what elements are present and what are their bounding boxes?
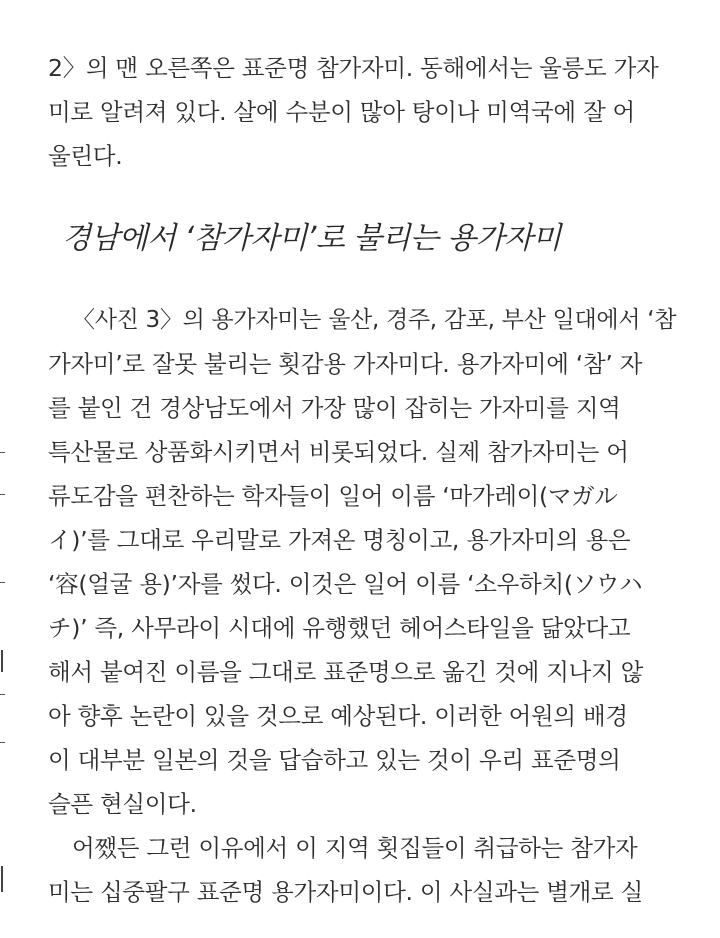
- gutter-mark: [0, 742, 5, 743]
- gutter-mark: [0, 494, 5, 495]
- gutter-bar: [1, 866, 3, 892]
- gutter-mark: [0, 452, 5, 453]
- paragraph-1-line-3: 울린다.: [48, 142, 123, 170]
- paragraph-3-line-2: 미는 십중팔구 표준명 용가자미이다. 이 사실과는 별개로 실: [48, 878, 643, 906]
- paragraph-2-line-12: 슬픈 현실이다.: [48, 790, 197, 818]
- paragraph-2-line-11: 이 대부분 일본의 것을 답습하고 있는 것이 우리 표준명의: [48, 746, 621, 774]
- paragraph-2-line-10: 아 향후 논란이 있을 것으로 예상된다. 이러한 어원의 배경: [48, 702, 628, 730]
- paragraph-3-line-1: 어쨌든 그런 이유에서 이 지역 횟집들이 취급하는 참가자: [72, 834, 638, 862]
- paragraph-2-line-6: イ)’를 그대로 우리말로 가져온 명칭이고, 용가자미의 용은: [48, 526, 631, 554]
- paragraph-1-line-2: 미로 알려져 있다. 살에 수분이 많아 탕이나 미역국에 잘 어: [48, 98, 635, 126]
- paragraph-2-line-5: 류도감을 편찬하는 학자들이 일어 이름 ‘마가레이(マガル: [48, 482, 618, 510]
- paragraph-2-line-9: 해서 붙여진 이름을 그대로 표준명으로 옮긴 것에 지나지 않: [48, 658, 643, 686]
- paragraph-1-line-1: 2〉의 맨 오른쪽은 표준명 참가자미. 동해에서는 울릉도 가자: [48, 54, 659, 82]
- paragraph-2-line-2: 가자미’로 잘못 불리는 횟감용 가자미다. 용가자미에 ‘참’ 자: [48, 350, 643, 378]
- paragraph-2-line-3: 를 붙인 건 경상남도에서 가장 많이 잡히는 가자미를 지역: [48, 394, 621, 422]
- paragraph-2-line-1: 〈사진 3〉의 용가자미는 울산, 경주, 감포, 부산 일대에서 ‘참: [72, 307, 677, 333]
- paragraph-2-line-4: 특산물로 상품화시키면서 비롯되었다. 실제 참가자미는 어: [48, 438, 629, 466]
- section-heading: 경남에서 ‘참가자미’로 불리는 용가자미: [62, 221, 561, 256]
- gutter-mark: [0, 694, 5, 695]
- gutter-mark: [0, 582, 5, 583]
- paragraph-2-line-7: ‘容(얼굴 용)’자를 썼다. 이것은 일어 이름 ‘소우하치(ソウハ: [48, 570, 643, 598]
- paragraph-2-line-8: チ)’ 즉, 사무라이 시대에 유행했던 헤어스타일을 닮았다고: [48, 614, 631, 642]
- gutter-bar: [1, 650, 3, 672]
